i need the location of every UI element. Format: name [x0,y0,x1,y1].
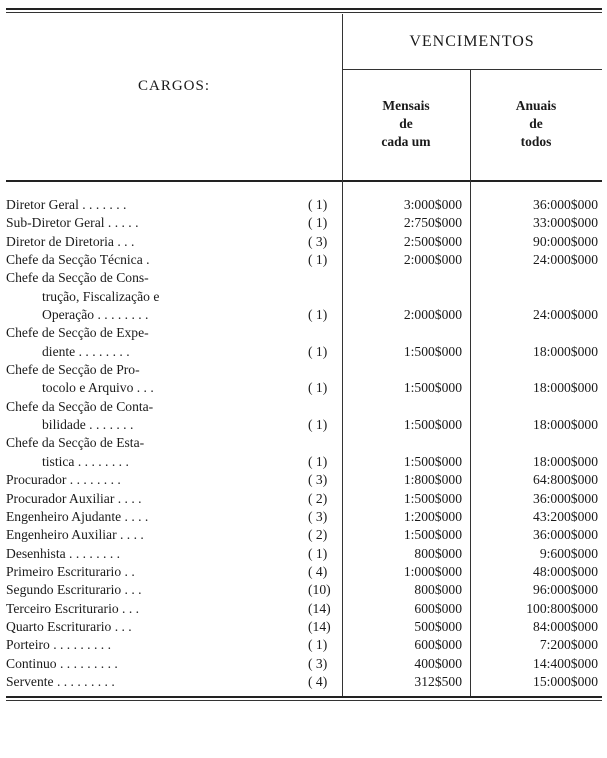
cargo-label: Chefe da Secção de Conta- [6,398,154,414]
table-row [0,214,607,232]
cargo-count: ( 4) [308,673,328,689]
cargo-label: Chefe da Secção de Cons- [6,270,149,286]
cargo-label: bilidade . . . . . . . [42,417,134,433]
mensal-value: 1:500$000 [403,490,462,506]
table-row [0,269,607,287]
salary-table-body [0,196,607,691]
cargo-count: ( 1) [308,637,328,653]
anual-value: 7:200$000 [539,637,598,653]
cargo-label: tistica . . . . . . . . [42,453,129,469]
top-rule [6,8,602,10]
cargo-count: ( 1) [308,417,328,433]
mensal-value: 1:500$000 [403,380,462,396]
cargo-count: ( 2) [308,527,328,543]
anual-value: 36:000$000 [533,527,598,543]
table-row [0,196,607,214]
mensal-value: 600$000 [414,600,462,616]
anual-value: 15:000$000 [533,673,598,689]
cargos-header: CARGOS: [137,78,211,94]
table-row [0,343,607,361]
cargo-count: ( 1) [308,215,328,231]
cargo-label: Engenheiro Auxiliar . . . . [6,527,144,543]
table-row [0,526,607,544]
mensal-value: 3:000$000 [403,197,462,212]
mensais-header-line-1: Mensais [382,98,430,113]
anual-value: 14:400$000 [533,655,598,671]
cargo-count: ( 3) [308,655,328,671]
mensal-value: 2:000$000 [403,307,462,323]
header-bottom-rule [6,180,602,182]
table-row [0,636,607,654]
cargo-count: ( 4) [308,563,328,579]
cargo-count: ( 1) [308,453,328,469]
cargo-label: Operação . . . . . . . . [42,307,149,323]
table-row [0,324,607,342]
table-row [0,545,607,563]
cargo-count: ( 2) [308,490,328,506]
cargo-label: tocolo e Arquivo . . . [42,380,154,396]
cargo-count: (14) [308,618,331,634]
anuais-header-line-3: todos [520,134,552,149]
mensal-value: 1:200$000 [403,508,462,524]
cargo-label: Quarto Escriturario . . . [6,618,132,634]
cargo-label: Continuo . . . . . . . . . [6,655,118,671]
anual-value: 64:800$000 [533,472,598,488]
cargo-label: Procurador . . . . . . . . [6,472,121,488]
cargo-count: ( 3) [308,233,328,249]
anual-value: 33:000$000 [533,215,598,231]
cargo-count: ( 1) [308,252,328,268]
mensal-value: 1:800$000 [403,472,462,488]
cargo-label: diente . . . . . . . . [42,343,130,359]
table-row [0,581,607,599]
cargo-label: Segundo Escriturario . . . [6,582,142,598]
table-row [0,233,607,251]
cargo-count: ( 3) [308,508,328,524]
vencimentos-header: VENCIMENTOS [409,33,535,50]
mensais-header-line-2: de [399,116,413,131]
bottom-rule-inner [6,700,602,701]
table-row [0,618,607,636]
cargo-label: Desenhista . . . . . . . . [6,545,121,561]
anual-value: 90:000$000 [533,233,598,249]
mensal-value: 2:750$000 [403,215,462,231]
mensal-value: 312$500 [414,673,462,689]
anual-value: 96:000$000 [533,582,598,598]
cargo-label: Primeiro Escriturario . . [6,563,135,579]
cargo-count: ( 1) [308,307,328,323]
table-row [0,655,607,673]
mensal-value: 2:500$000 [403,233,462,249]
bottom-rule [6,696,602,698]
table-row [0,288,607,306]
mensal-value: 1:500$000 [403,343,462,359]
vencimentos-rule [342,69,602,70]
anual-value: 43:200$000 [533,508,598,524]
cargo-count: ( 1) [308,545,328,561]
mensal-value: 1:500$000 [403,417,462,433]
table-row [0,379,607,397]
mensais-header [342,97,470,151]
table-row [0,416,607,434]
anual-value: 9:600$000 [539,545,598,561]
table-row [0,361,607,379]
mensal-value: 1:500$000 [403,453,462,469]
table-row [0,563,607,581]
mensal-value: 800$000 [414,545,462,561]
mensal-value: 1:000$000 [403,563,462,579]
mensal-value: 400$000 [414,655,462,671]
anual-value: 18:000$000 [533,343,598,359]
anual-value: 48:000$000 [533,563,598,579]
anual-value: 18:000$000 [533,380,598,396]
mensal-value: 2:000$000 [403,252,462,268]
table-row [0,453,607,471]
cargo-label: Chefe de Secção de Expe- [6,325,149,341]
mensais-header-line-3: cada um [381,134,431,149]
anuais-header [470,97,602,151]
anual-value: 36:000$000 [533,490,598,506]
anuais-header-line-2: de [529,116,543,131]
table-row [0,673,607,691]
cargo-label: Procurador Auxiliar . . . . [6,490,142,506]
table-row [0,600,607,618]
cargo-label: Chefe da Secção Técnica . [6,252,150,268]
anual-value: 36:000$000 [533,197,598,212]
cargo-label: trução, Fiscalização e [42,288,160,304]
anual-value: 24:000$000 [533,252,598,268]
table-row [0,471,607,489]
anual-value: 18:000$000 [533,453,598,469]
cargo-count: (10) [308,582,331,598]
cargo-count: ( 1) [308,197,328,212]
cargo-label: Terceiro Escriturario . . . [6,600,140,616]
mensal-value: 500$000 [414,618,462,634]
cargo-label: Chefe da Secção de Esta- [6,435,145,451]
table-row [0,398,607,416]
cargo-count: ( 1) [308,343,328,359]
anuais-header-line-1: Anuais [515,98,557,113]
cargo-label: Porteiro . . . . . . . . . [6,637,111,653]
table-row [0,251,607,269]
cargo-count: ( 1) [308,380,328,396]
cargo-label: Sub-Diretor Geral . . . . . [6,215,139,231]
cargo-label: Engenheiro Ajudante . . . . [6,508,149,524]
anual-value: 84:000$000 [533,618,598,634]
cargo-label: Chefe de Secção de Pro- [6,362,140,378]
mensal-value: 800$000 [414,582,462,598]
anual-value: 24:000$000 [533,307,598,323]
mensal-value: 600$000 [414,637,462,653]
cargo-label: Servente . . . . . . . . . [6,673,115,689]
table-row [0,434,607,452]
table-row [0,508,607,526]
anual-value: 18:000$000 [533,417,598,433]
cargo-count: ( 3) [308,472,328,488]
cargo-label: Diretor Geral . . . . . . . [6,197,127,212]
cargo-label: Diretor de Diretoria . . . [6,233,135,249]
mensal-value: 1:500$000 [403,527,462,543]
table-row [0,306,607,324]
anual-value: 100:800$000 [526,600,598,616]
top-rule-inner [6,12,602,13]
table-row [0,490,607,508]
cargo-count: (14) [308,600,331,616]
